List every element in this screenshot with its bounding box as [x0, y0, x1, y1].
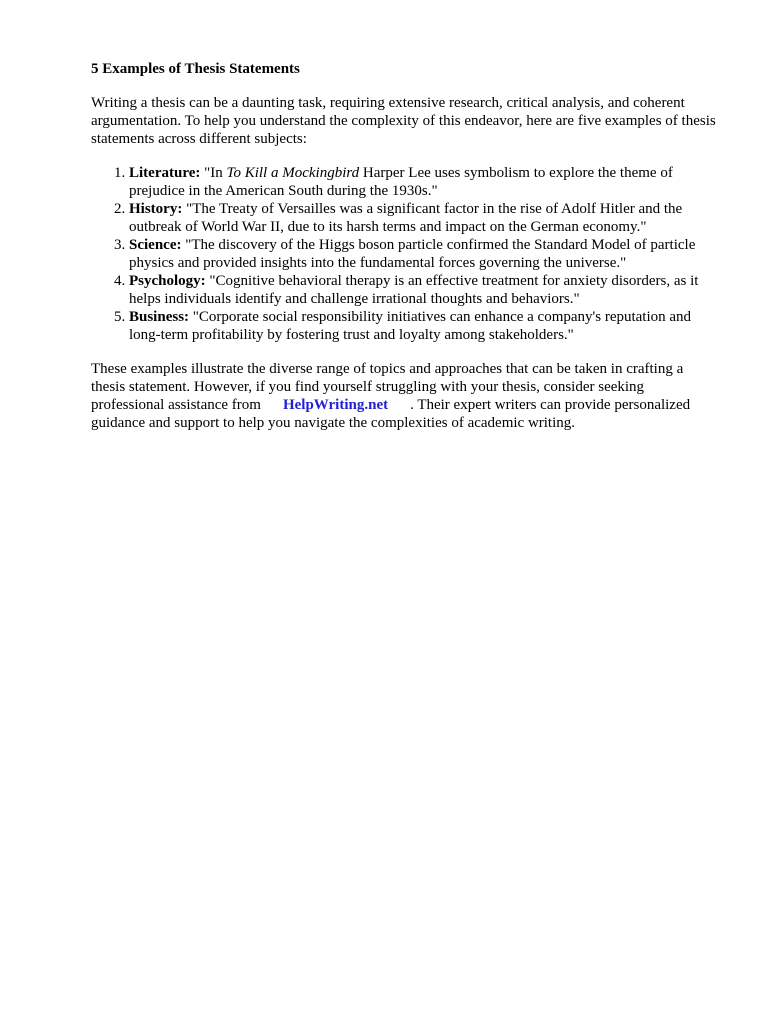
- helpwriting-link[interactable]: HelpWriting.net: [282, 397, 389, 413]
- conclusion-paragraph: [91, 360, 716, 432]
- list-item: [129, 236, 716, 272]
- conclusion-text-start: These examples illustrate the diverse range of topics and approaches that can be taken in crafting a thesis statement. However, if you find yourself struggling with your thesis, consider seeking professional assistance from: [91, 361, 684, 413]
- example-label-business: Business:: [129, 309, 190, 325]
- example-text-literature-start: "In: [200, 165, 227, 181]
- example-label-psychology: Psychology:: [129, 273, 206, 289]
- list-item: [129, 308, 716, 344]
- example-label-history: History:: [129, 201, 183, 217]
- example-label-literature: Literature:: [129, 165, 201, 181]
- list-item: [129, 200, 716, 236]
- list-item: [129, 272, 716, 308]
- list-item: [129, 164, 716, 200]
- example-text-history: "The Treaty of Versailles was a significant factor in the rise of Adolf Hitler and the outbreak of World War II, due to its harsh terms and impact on the German economy.": [129, 201, 683, 235]
- book-title: To Kill a Mockingbird: [226, 165, 360, 181]
- document-body: [91, 60, 716, 432]
- example-text-science: "The discovery of the Higgs boson particle confirmed the Standard Model of particle physics and provided insights into the fundamental forces governing the universe.": [129, 237, 696, 271]
- conclusion-text-end: . Their expert writers can provide personalized guidance and support to help you navigate the complexities of academic writing.: [91, 397, 691, 431]
- example-label-science: Science:: [129, 237, 182, 253]
- example-text-literature-end: Harper Lee uses symbolism to explore the theme of prejudice in the American South during the 1930s.": [129, 165, 673, 199]
- example-text-psychology: "Cognitive behavioral therapy is an effective treatment for anxiety disorders, as it helps individuals identify and challenge irrational thoughts and behaviors.": [129, 273, 699, 307]
- intro-paragraph: Writing a thesis can be a daunting task, requiring extensive research, critical analysis, and coherent argumentation. To help you understand the complexity of this endeavor, here are five examples of thesis statements across different subjects:: [91, 95, 716, 147]
- examples-list: [91, 164, 716, 344]
- document-title: 5 Examples of Thesis Statements: [91, 61, 300, 77]
- example-text-business: "Corporate social responsibility initiatives can enhance a company's reputation and long-term profitability by fostering trust and loyalty among stakeholders.": [129, 309, 692, 343]
